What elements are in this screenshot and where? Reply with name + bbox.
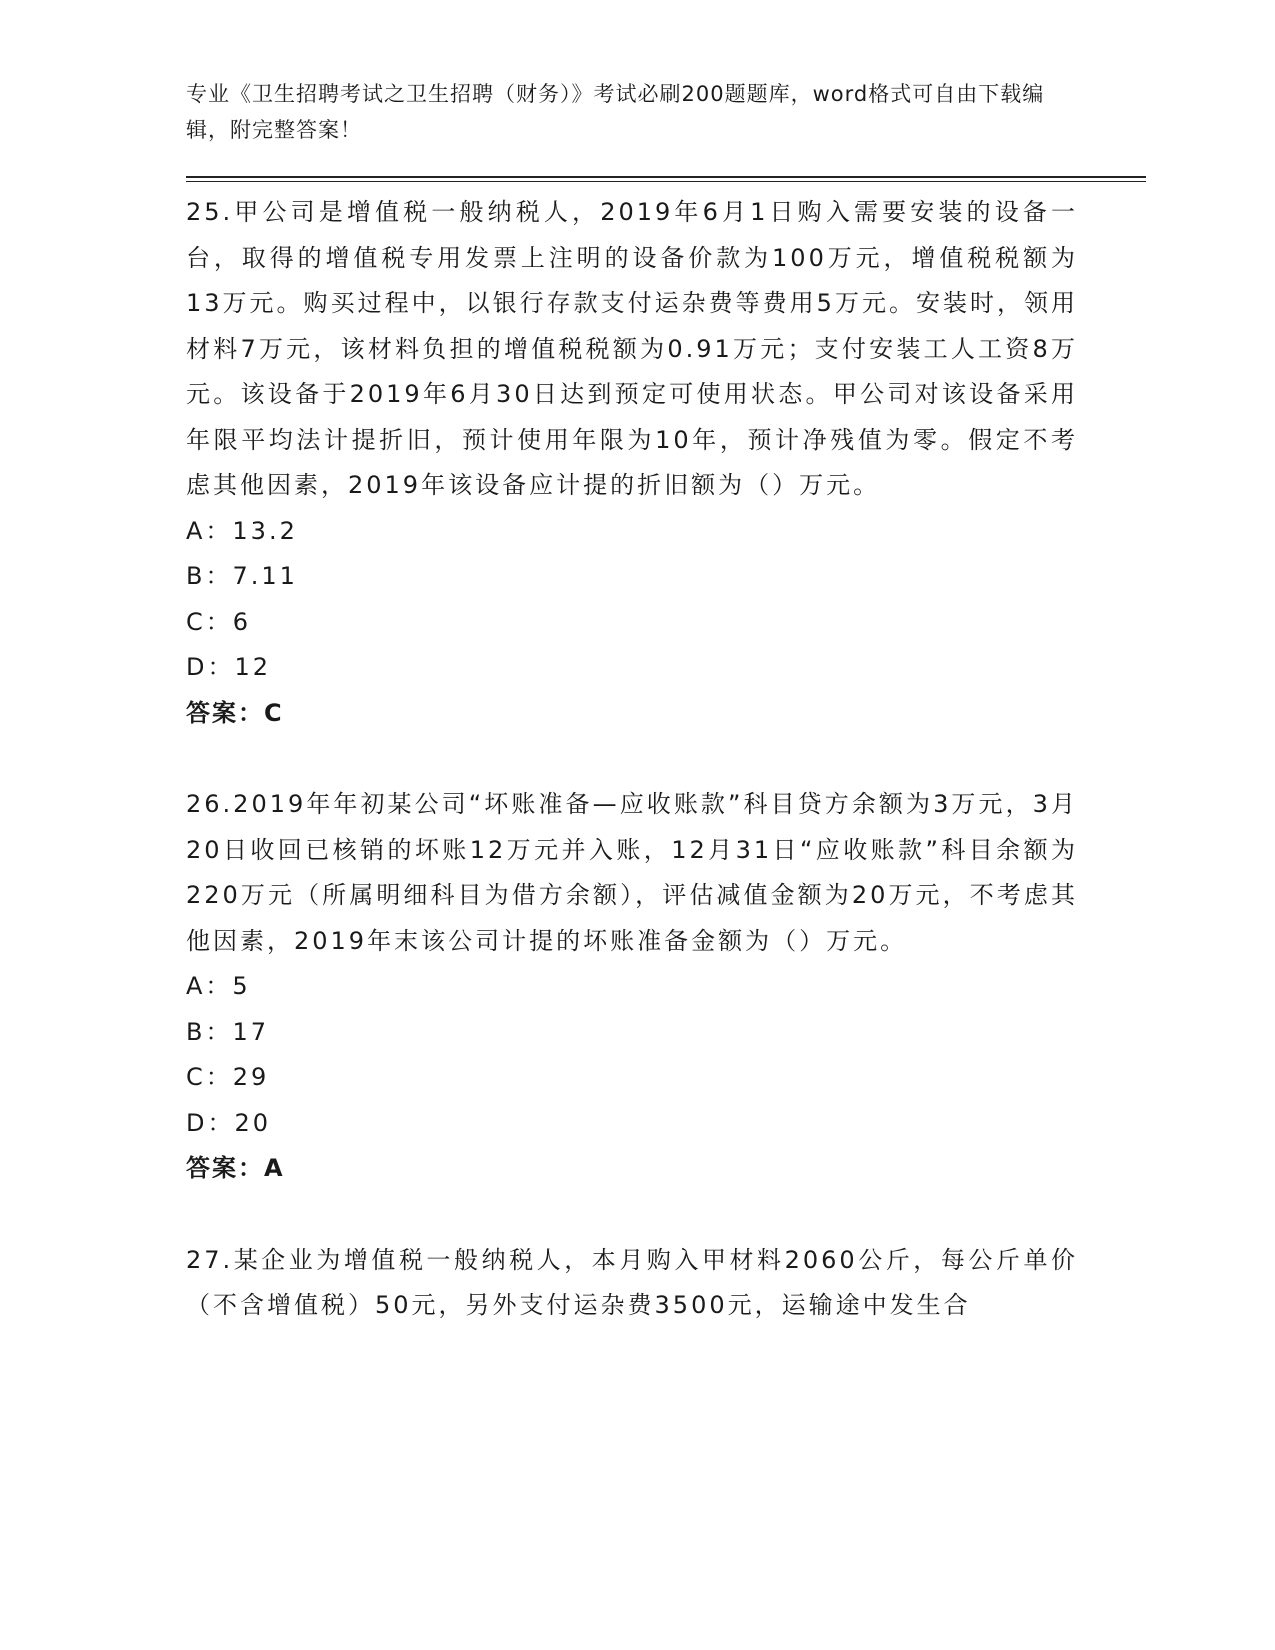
question-25	[186, 190, 1078, 736]
question-list	[186, 190, 1078, 1329]
option-a: A：13.2	[186, 516, 298, 545]
question-text: 25.甲公司是增值税一般纳税人，2019年6月1日购入需要安装的设备一台，取得的增值税专用发票上注明的设备价款为100万元，增值税税额为13万元。购买过程中，以银行存款支付运杂费等费用5万元。安装时，领用材料7万元，该材料负担的增值税税额为0.91万元；支付安装工人工资8万元。该设备于2019年6月30日达到预定可使用状态。甲公司对该设备采用年限平均法计提折旧，预计使用年限为10年，预计净残值为零。假定不考虑其他因素，2019年该设备应计提的折旧额为（）万元。	[186, 198, 1078, 499]
option-a: A：5	[186, 972, 251, 1000]
option-d: D：20	[186, 1108, 272, 1137]
option-b: B：17	[186, 1017, 270, 1046]
question-text: 27.某企业为增值税一般纳税人，本月购入甲材料2060公斤，每公斤单价（不含增值税）50元，另外支付运杂费3500元，运输途中发生合	[186, 1245, 1078, 1319]
option-c: C：29	[186, 1063, 270, 1091]
question-text: 26.2019年年初某公司“坏账准备—应收账款”科目贷方余额为3万元，3月20日收回已核销的坏账12万元并入账，12月31日“应收账款”科目余额为220万元（所属明细科目为借方余额），评估减值金额为20万元，不考虑其他因素，2019年末该公司计提的坏账准备金额为（）万元。	[186, 790, 1078, 955]
page-header: 专业《卫生招聘考试之卫生招聘（财务）》考试必刷200题题库，word格式可自由下载编辑，附完整答案！	[186, 82, 1045, 142]
header-rule-thick	[186, 176, 1146, 178]
answer-line: 答案：C	[186, 698, 284, 727]
question-gap	[186, 1192, 1078, 1238]
answer-line: 答案：A	[186, 1154, 285, 1182]
header-rule-thin	[186, 181, 1146, 182]
question-27	[186, 1238, 1078, 1329]
option-d: D：12	[186, 653, 272, 681]
question-26	[186, 782, 1078, 1192]
option-b: B：7.11	[186, 562, 298, 590]
question-gap	[186, 736, 1078, 782]
option-c: C：6	[186, 607, 252, 636]
